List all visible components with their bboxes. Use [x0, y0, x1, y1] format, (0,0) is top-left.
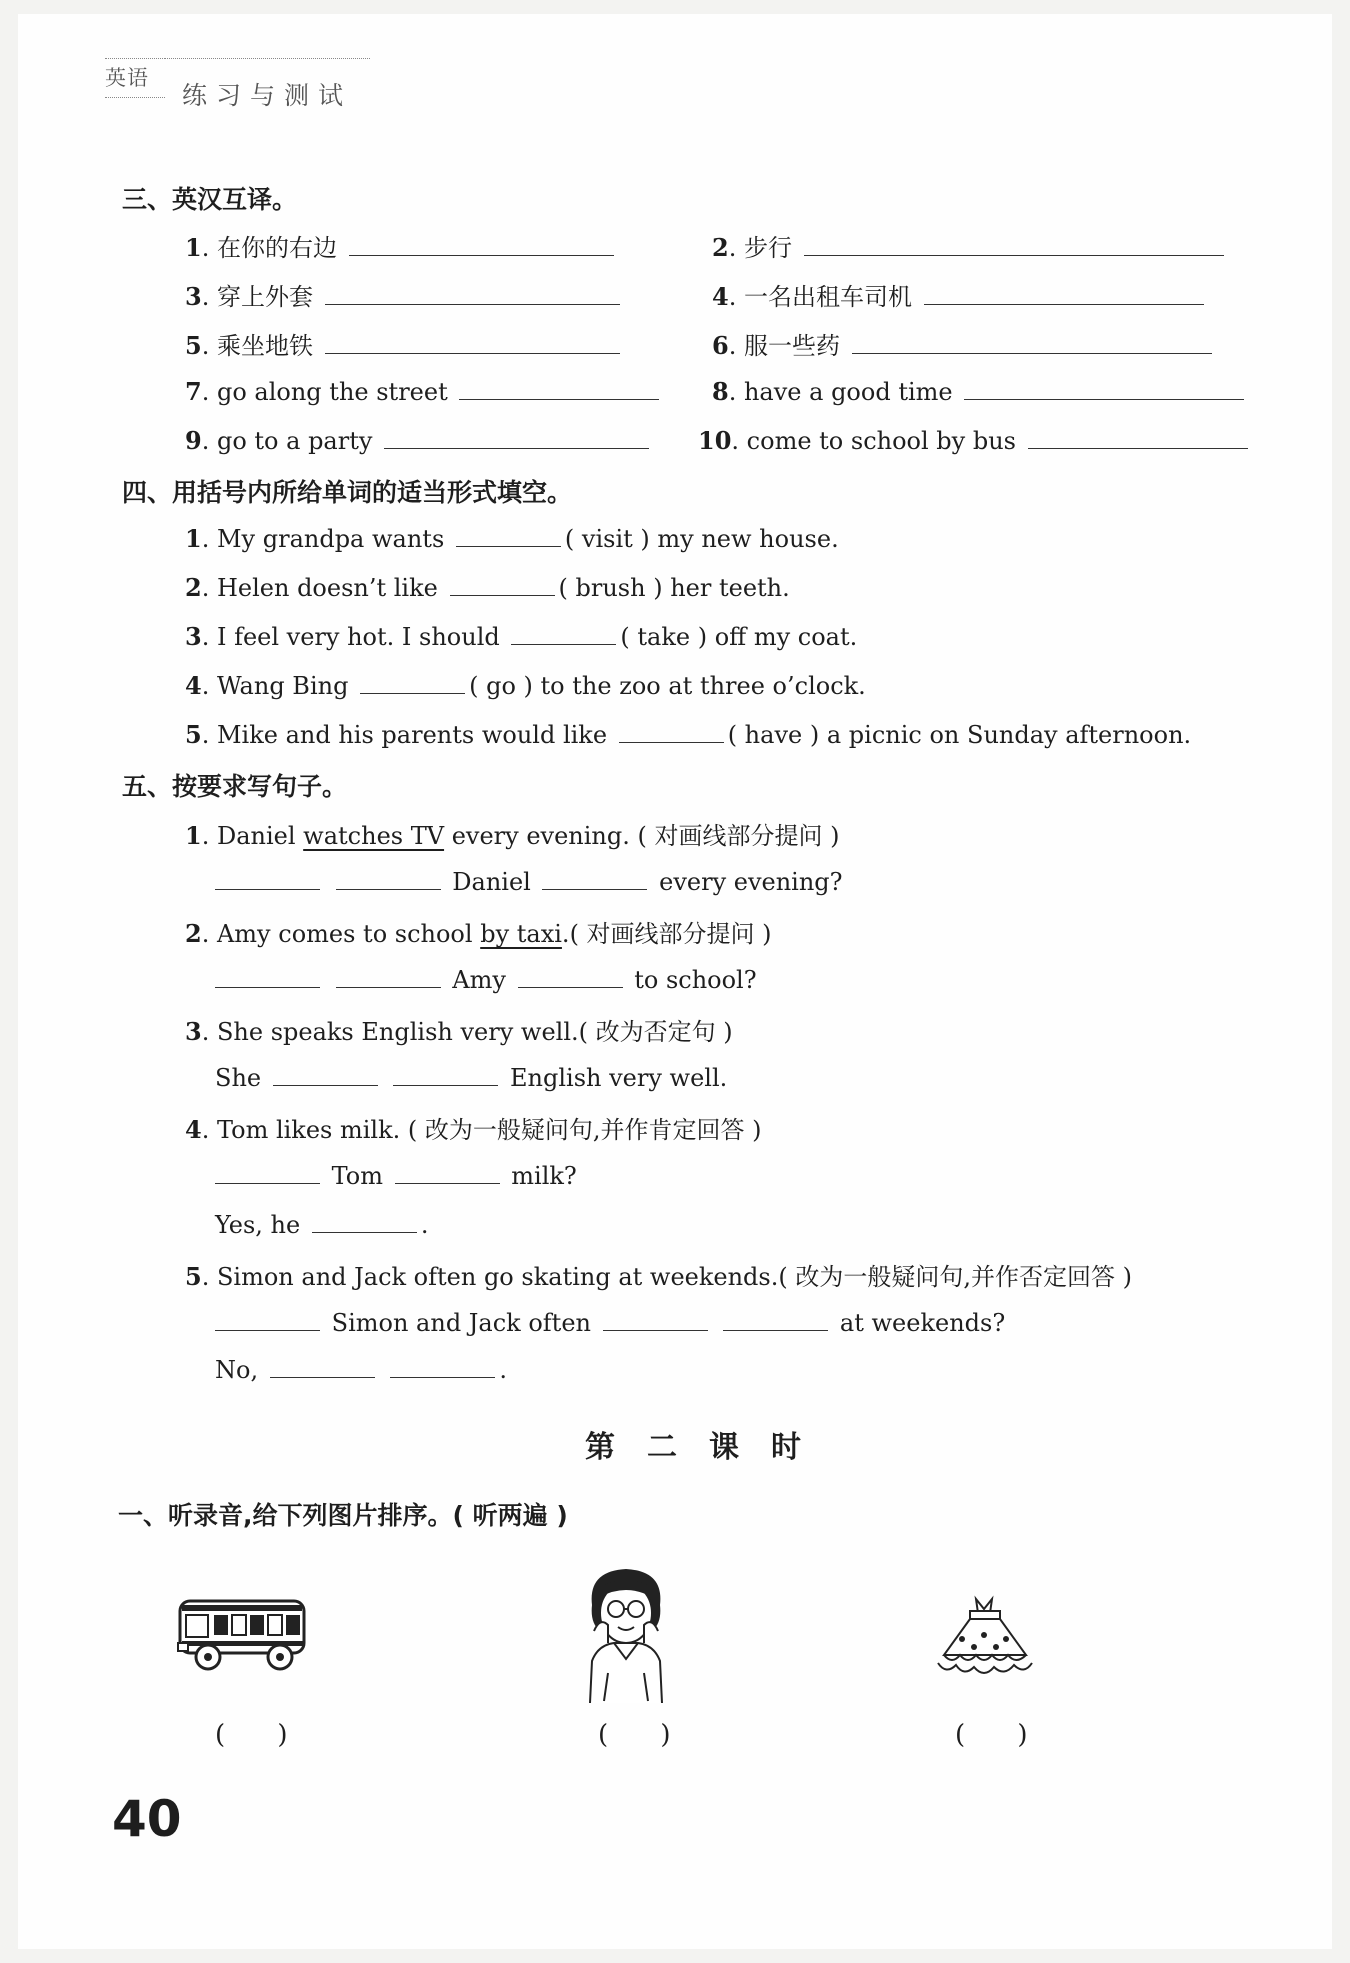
- answer-blank[interactable]: [852, 329, 1212, 354]
- s5-q5: 5. Simon and Jack often go skating at weekends.( 改为一般疑问句,并作否定回答 ): [185, 1262, 1132, 1291]
- answer-blank[interactable]: [459, 375, 659, 400]
- s4-item-5: 5. Mike and his parents would like ( have ) a picnic on Sunday afternoon.: [185, 720, 1192, 749]
- answer-blank[interactable]: [336, 865, 441, 890]
- answer-blank[interactable]: [360, 669, 465, 694]
- answer-blank[interactable]: [1028, 424, 1248, 449]
- s3-item-9: 9. go to a party: [185, 424, 653, 455]
- answer-blank[interactable]: [325, 329, 620, 354]
- answer-blank[interactable]: [349, 231, 614, 256]
- answer-paren-1[interactable]: ( ): [215, 1720, 310, 1750]
- underlined-phrase: by taxi: [480, 920, 562, 948]
- answer-paren-2[interactable]: ( ): [598, 1720, 693, 1750]
- listening-section-title: 一、听录音,给下列图片排序。( 听两遍 ): [118, 1501, 568, 1530]
- section-4-title: 四、用括号内所给单词的适当形式填空。: [122, 478, 573, 507]
- header-rule: [165, 58, 370, 59]
- answer-blank[interactable]: [619, 718, 724, 743]
- s3-item-6: 6. 服一些药: [712, 326, 1216, 361]
- answer-blank[interactable]: [215, 1306, 320, 1331]
- subject-label: 英语: [105, 58, 165, 98]
- s3-item-10: 10. come to school by bus: [698, 424, 1252, 455]
- answer-blank[interactable]: [395, 1159, 500, 1184]
- answer-blank[interactable]: [511, 620, 616, 645]
- answer-blank[interactable]: [273, 1061, 378, 1086]
- answer-paren-3[interactable]: ( ): [955, 1720, 1050, 1750]
- s3-item-3: 3. 穿上外套: [185, 277, 624, 312]
- section-5-title: 五、按要求写句子。: [122, 772, 348, 801]
- answer-blank[interactable]: [723, 1306, 828, 1331]
- answer-blank[interactable]: [518, 963, 623, 988]
- answer-blank[interactable]: [336, 963, 441, 988]
- s5-q5-reply: No, .: [215, 1353, 507, 1384]
- answer-blank[interactable]: [325, 280, 620, 305]
- answer-blank[interactable]: [215, 1159, 320, 1184]
- answer-blank[interactable]: [215, 963, 320, 988]
- answer-blank[interactable]: [542, 865, 647, 890]
- section-3-title: 三、英汉互译。: [122, 185, 298, 214]
- answer-blank[interactable]: [215, 865, 320, 890]
- s5-q1-answer: Daniel every evening?: [215, 865, 843, 896]
- s3-item-4: 4. 一名出租车司机: [712, 277, 1208, 312]
- answer-blank[interactable]: [393, 1061, 498, 1086]
- s4-item-1: 1. My grandpa wants ( visit ) my new house.: [185, 524, 839, 553]
- answer-blank[interactable]: [390, 1353, 495, 1378]
- s5-q4-reply: Yes, he .: [215, 1208, 428, 1239]
- answer-blank[interactable]: [804, 231, 1224, 256]
- s5-q5-answer: Simon and Jack often at weekends?: [215, 1306, 1005, 1337]
- s3-item-5: 5. 乘坐地铁: [185, 326, 624, 361]
- answer-blank[interactable]: [450, 571, 555, 596]
- s5-q4-answer: Tom milk?: [215, 1159, 577, 1190]
- bus-icon: [176, 1595, 310, 1679]
- s5-q3: 3. She speaks English very well.( 改为否定句 ): [185, 1017, 733, 1046]
- s4-item-2: 2. Helen doesn’t like ( brush ) her teeth.: [185, 573, 790, 602]
- s4-item-3: 3. I feel very hot. I should ( take ) off my coat.: [185, 622, 858, 651]
- skirt-icon: [932, 1595, 1038, 1685]
- s5-q1: 1. Daniel watches TV every evening. ( 对画线部分提问 ): [185, 821, 840, 850]
- s3-item-7: 7. go along the street: [185, 375, 663, 406]
- s3-item-8: 8. have a good time: [712, 375, 1248, 406]
- lesson-title: 第二课时: [585, 1430, 833, 1465]
- underlined-phrase: watches TV: [303, 822, 445, 850]
- s4-item-4: 4. Wang Bing ( go ) to the zoo at three o’clock.: [185, 671, 866, 700]
- s5-q3-answer: She English very well.: [215, 1061, 727, 1092]
- answer-blank[interactable]: [964, 375, 1244, 400]
- answer-blank[interactable]: [456, 522, 561, 547]
- answer-blank[interactable]: [924, 280, 1204, 305]
- s5-q2-answer: Amy to school?: [215, 963, 757, 994]
- book-subtitle: 练习与测试: [182, 81, 353, 110]
- s3-item-2: 2. 步行: [712, 228, 1228, 263]
- girl-icon: [578, 1565, 674, 1709]
- answer-blank[interactable]: [384, 424, 649, 449]
- answer-blank[interactable]: [312, 1208, 417, 1233]
- answer-blank[interactable]: [603, 1306, 708, 1331]
- answer-blank[interactable]: [270, 1353, 375, 1378]
- s5-q4: 4. Tom likes milk. ( 改为一般疑问句,并作肯定回答 ): [185, 1115, 762, 1144]
- page-number: 40: [112, 1790, 182, 1848]
- s5-q2: 2. Amy comes to school by taxi.( 对画线部分提问 ): [185, 919, 772, 948]
- s3-item-1: 1. 在你的右边: [185, 228, 618, 263]
